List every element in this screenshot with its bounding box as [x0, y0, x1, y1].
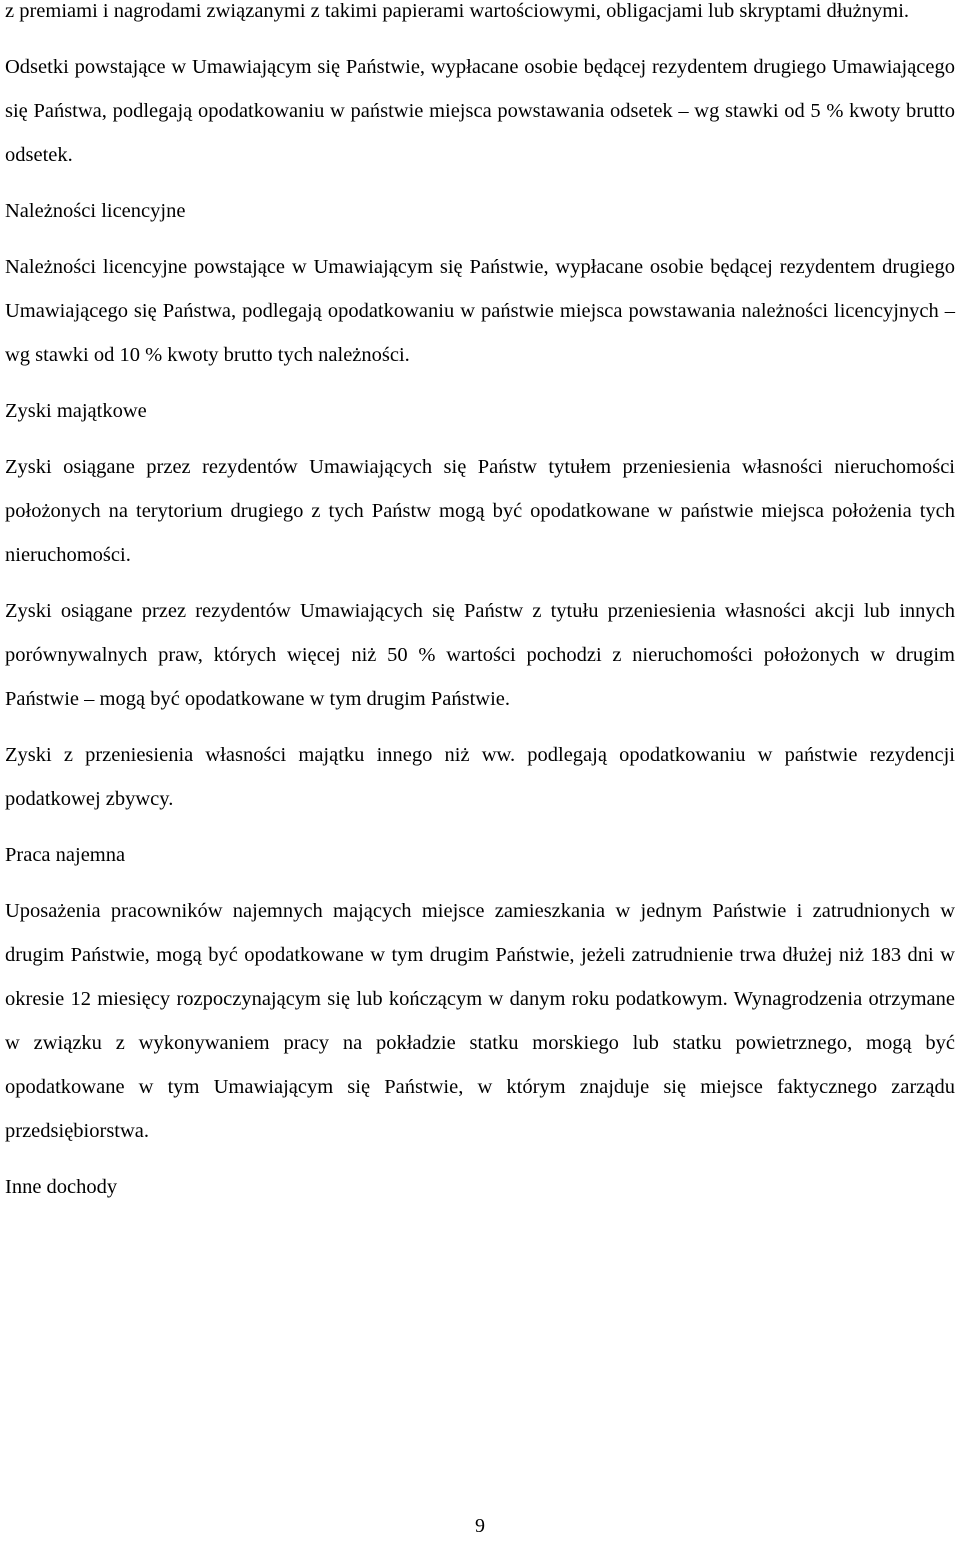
- paragraph-continuation: z premiami i nagrodami związanymi z takimi papierami wartościowymi, obligacjami lub skryptami dłużnymi.: [5, 0, 910, 22]
- paragraph-royalties: Należności licencyjne powstające w Umawiającym się Państwie, wypłacane osobie będącej rezydentem drugiego Umawiającego się Państwa, podlegają opodatkowaniu w państwie miejsca powstawania należności licencyjnych – wg stawki od 10 % kwoty brutto tych należności.: [5, 256, 955, 366]
- paragraph-capital-gains-shares: Zyski osiągane przez rezydentów Umawiających się Państw z tytułu przeniesienia własności akcji lub innych porównywalnych praw, których więcej niż 50 % wartości pochodzi z nieruchomości położonych w drugim Państwie – mogą być opodatkowane w tym drugim Państwie.: [5, 600, 955, 710]
- heading-other-income: Inne dochody: [5, 1176, 118, 1198]
- paragraph-capital-gains-real-estate: Zyski osiągane przez rezydentów Umawiających się Państw tytułem przeniesienia własności nieruchomości położonych na terytorium drugiego z tych Państw mogą być opodatkowane w państwie miejsca położenia tych nieruchomości.: [5, 456, 955, 566]
- paragraph-interest: Odsetki powstające w Umawiającym się Państwie, wypłacane osobie będącej rezydentem drugiego Umawiającego się Państwa, podlegają opodatkowaniu w państwie miejsca powstawania odsetek – wg stawki od 5 % kwoty brutto odsetek.: [5, 56, 955, 166]
- paragraph-employment: Uposażenia pracowników najemnych mających miejsce zamieszkania w jednym Państwie i zatrudnionych w drugim Państwie, mogą być opodatkowane w tym drugim Państwie, jeżeli zatrudnienie trwa dłużej niż 183 dni w okresie 12 miesięcy rozpoczynającym się lub kończącym w danym roku podatkowym. Wynagrodzenia otrzymane w związku z wykonywaniem pracy na pokładzie statku morskiego lub statku powietrznego, mogą być opodatkowane w tym Umawiającym się Państwie, w którym znajduje się miejsce faktycznego zarządu przedsiębiorstwa.: [5, 900, 955, 1142]
- heading-capital-gains: Zyski majątkowe: [5, 400, 147, 422]
- document-page: [5, 0, 955, 1209]
- page-number: 9: [475, 1515, 485, 1537]
- paragraph-capital-gains-other: Zyski z przeniesienia własności majątku innego niż ww. podlegają opodatkowaniu w państwie rezydencji podatkowej zbywcy.: [5, 744, 955, 810]
- heading-employment: Praca najemna: [5, 844, 126, 866]
- heading-royalties: Należności licencyjne: [5, 200, 186, 222]
